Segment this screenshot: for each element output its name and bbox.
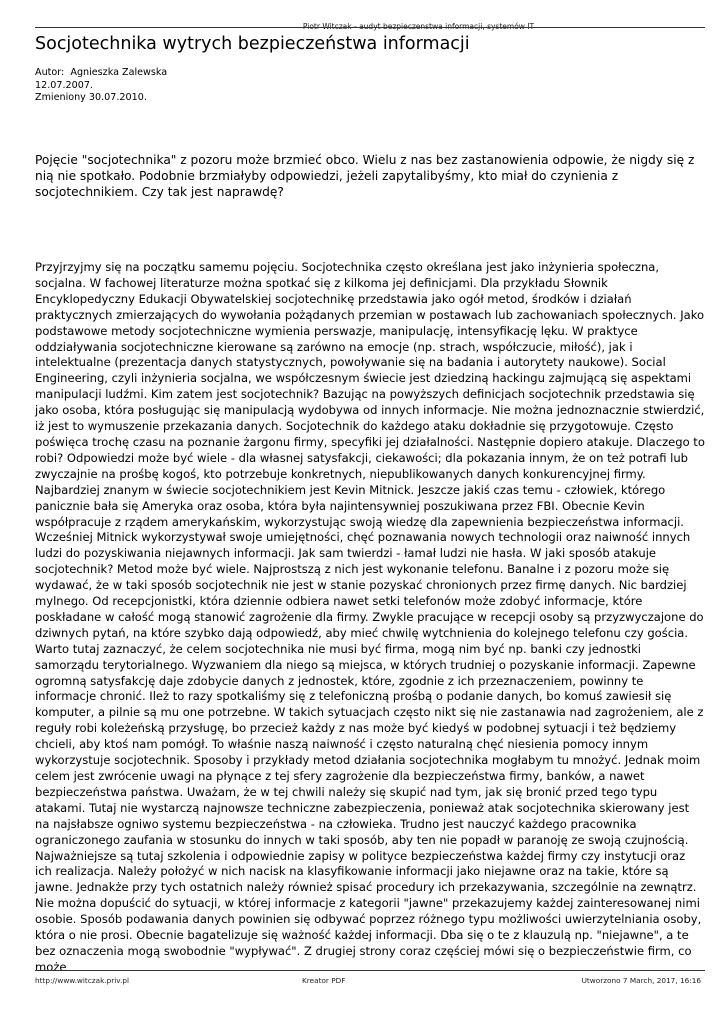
footer-divider <box>35 970 705 971</box>
article-title: Socjotechnika wytrych bezpieczeństwa informacji <box>35 34 470 54</box>
page-header <box>0 14 725 33</box>
date-line: 12.07.2007. <box>35 79 93 91</box>
body-paragraph: Przyjrzyjmy się na początku samemu pojęciu. Socjotechnika często określana jest jako inżynieria społeczna, socjalna. W fachowej literaturze można spotkać się z kilkoma jej definicjami. Dla przykładu Słownik Encyklopedyczny Edukacji Obywatelskiej socjotechnikę przedstawia jako ogół metod, środków i działań praktycznych zmierzających do wywołania pożądanych przemian w postawach lub zachowaniach społecznych. Jako podstawowe metody socjotechniczne wymienia perswazje, manipulację, intensyfikację lęku. W praktyce oddziaływania socjotechniczne kierowane są zarówno na emocje (np. strach, współczucie, miłość), jak i intelektualne (prezentacja danych statystycznych, powoływanie się na badania i autorytety naukowe). Social Engineering, czyli inżynieria socjalna, we współczesnym świecie jest dziedziną hackingu zajmującą się aspektami manipulacji ludźmi. Kim zatem jest socjotechnik? Bazując na powyższych definicjach socjotechnik przedstawia się jako osoba, która posługując się manipulacją wydobywa od innych informacje. Nie można jednoznacznie stwierdzić, iż jest to wymuszenie przekazania danych. Socjotechnik do każdego ataku dokładnie się przygotowuje. Często poświęca trochę czasu na poznanie żargonu firmy, specyfiki jej działalności. Następnie dopiero atakuje. Dlaczego to robi? Odpowiedzi może być wiele - dla własnej satysfakcji, ciekawości; dla pokazania innym, że on też potrafi lub zwyczajnie na prośbę kogoś, kto potrzebuje konkretnych, niepublikowanych danych konkurencyjnej firmy. Najbardziej znanym w świecie socjotechnikiem jest Kevin Mitnick. Jeszcze jakiś czas temu - człowiek, którego panicznie bała się Ameryka oraz osoba, która była najintensywniej poszukiwana przez FBI. Obecnie Kevin współpracuje z rządem amerykańskim, wykorzystując swoją wiedzę dla zapewnienia bezpieczeństwa informacji. Wcześniej Mitnick wykorzystywał swoje umiejętności, chęć poznawania nowych technologii oraz naiwność innych ludzi do pozyskiwania niejawnych informacji. Jak sam twierdzi - łamał ludzi nie hasła. W jaki sposób atakuje socjotechnik? Metod może być wiele. Najprostszą z nich jest wykonanie telefonu. Banalne i z pozoru może się wydawać, że w taki sposób socjotechnik nie jest w stanie pozyskać chronionych przez firmę danych. Nic bardziej mylnego. Od recepcjonistki, która dziennie odbiera nawet setki telefonów może zdobyć informacje, które poskładane w całość mogą stanowić zagrożenie dla firmy. Zwykle pracujące w recepcji osoby są przyzwyczajone do dziwnych pytań, na które szybko dają odpowiedź, aby mieć chwilę wytchnienia do kolejnego telefonu czy gościa. Warto tutaj zaznaczyć, że celem socjotechnika nie musi być firma, mogą nim być np. banki czy jednostki samorządu terytorialnego. Wyzwaniem dla niego są miejsca, w których trudniej o pozyskanie informacji. Zapewne ogromną satysfakcję daje zdobycie danych z jednostek, które, zgodnie z ich przeznaczeniem, powinny te informacje chronić. Ileż to razy spotkaliśmy się z telefoniczną prośbą o podanie danych, bo komuś zawiesił się komputer, a pilnie są mu one potrzebne. W takich sytuacjach często nikt się nie zastanawia nad zagrożeniem, ale z reguły robi koleżeńską przysługę, bo przecież każdy z nas może być kiedyś w podobnej sytuacji i też będziemy chcieli, aby ktoś nam pomógł. To właśnie naszą naiwność i często naturalną chęć niesienia pomocy innym wykorzystuje socjotechnik. Sposoby i przykłady metod działania socjotechnika mogłabym tu mnożyć. Jednak moim celem jest zwrócenie uwagi na płynące z tej sfery zagrożenie dla bezpieczeństwa firmy, banków, a nawet bezpieczeństwa państwa. Uważam, że w tej chwili należy się skupić nad tym, jak się bronić przed tego typu atakami. Tutaj nie wystarczą najnowsze techniczne zabezpieczenia, ponieważ atak socjotechnika skierowany jest na najsłabsze ogniwo systemu bezpieczeństwa - na człowieka. Trudno jest nauczyć każdego pracownika ograniczonego zaufania w stosunku do innych w taki sposób, aby ten nie popadł w paranoję ze swoją czujnością. Najważniejsze są tutaj szkolenia i odpowiednie zapisy w polityce bezpieczeństwa każdej firmy czy instytucji oraz ich realizacja. Należy położyć w nich nacisk na klasyfikowanie informacji jako niejawne oraz na takie, które są jawne. Jednakże przy tych ostatnich należy również spisać procedury ich przekazywania, szczególnie na zewnątrz. Nie można dopuścić do sytuacji, w której informacje z kategorii "jawne" przekazujemy każdej zainteresowanej nimi osobie. Sposób podawania danych powinien się odbywać poprzez różnego typu możliwości uwierzytelniania osoby, która o nie prosi. Obecnie bagatelizuje się ważność każdej informacji. Dba się o te z klauzulą np. "niejawne", a te bez oznaczenia mogą swobodnie "wypływać". Z drugiej strony coraz częściej mówi się o bezpieczeństwie firm, co może <box>35 260 705 974</box>
author-line: Autor: Agnieszka Zalewska <box>35 67 168 78</box>
header-site-text: Piotr Witczak - audyt bezpieczenstwa informacji, systemów IT <box>302 22 535 31</box>
modified-line: Zmieniony 30.07.2010. <box>35 92 147 103</box>
footer-url-link[interactable]: http://www.witczak.priv.pl <box>35 976 130 985</box>
article-meta <box>35 67 167 105</box>
footer-creator: Kreator PDF <box>302 976 346 985</box>
intro-paragraph: Pojęcie "socjotechnika" z pozoru może brzmieć obco. Wielu z nas bez zastanowienia odpowie, że nigdy się z nią nie spotkało. Podobnie brzmiałyby odpowiedzi, jeżeli zapytalibyśmy, kto miał do czynienia z socjotechnikiem. Czy tak jest naprawdę? <box>35 153 695 199</box>
footer-created-date: Utworzono 7 March, 2017, 16:16 <box>581 976 701 985</box>
header-divider <box>35 27 705 28</box>
